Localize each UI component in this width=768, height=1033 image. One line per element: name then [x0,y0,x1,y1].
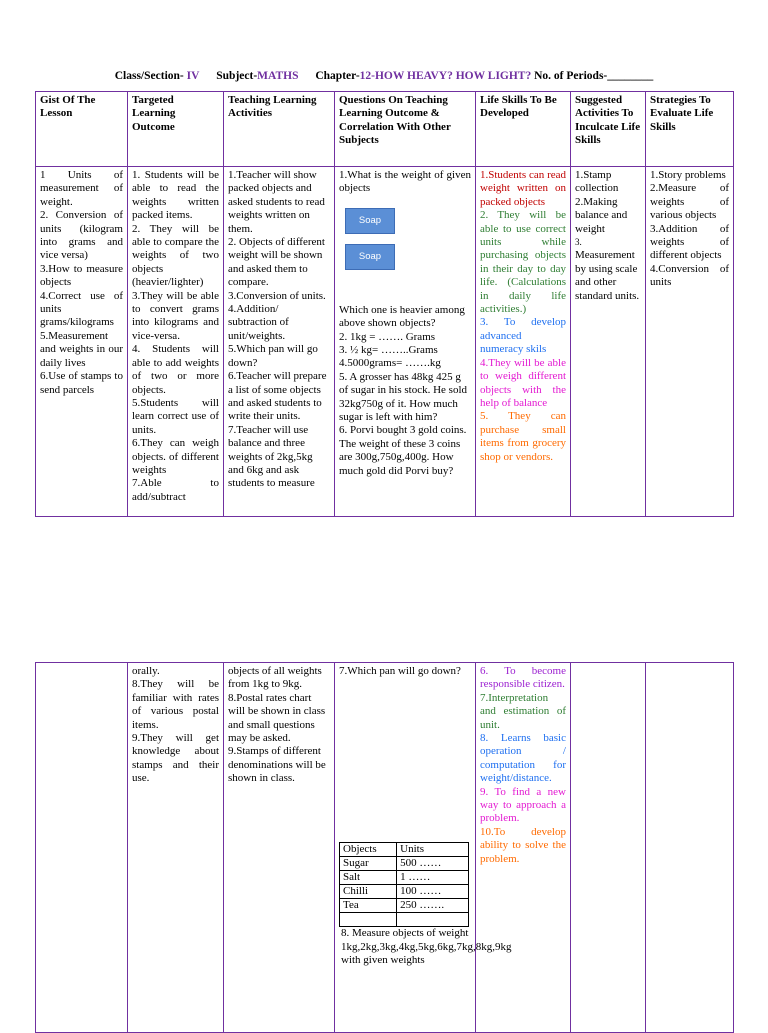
lifeskill-item: 9. To find a new way to approach a problem. [480,785,566,825]
question-item: 3. ½ kg= ……..Grams [339,344,438,357]
activity-item: 8.Postal rates chart will be shown in class and small questions may be asked. [228,691,326,745]
subject-value: MATHS [257,70,299,82]
activity-item: 2. Objects of different weight will be shown and asked them to compare. [228,236,325,289]
gist-item: 3.How to measure objects [40,262,123,289]
activity-item: 3.Conversion of units. [228,289,326,302]
question-item: 4.5000grams= …….kg [339,357,441,370]
col-suggested-header: Suggested Activities To Inculcate Life Skills [571,92,646,167]
lifeskill-item: 2. They will be able to use correct units while purchasing objects in their day to day life. (Calculations in daily life activities.) [480,209,566,316]
lifeskill-item: 8. Learns basic operation / computation for weight/distance. [480,732,566,785]
col-gist-header: Gist Of The Lesson [36,92,128,167]
suggested-item: Measurement by using scale and other standard units. [575,249,640,302]
units-table-row [340,885,469,899]
activity-item: 9.Stamps of different denominations will be shown in class. [228,745,326,785]
gist-item: 5.Measurement and weights in our daily lives [40,329,123,369]
activity-item: 5.Which pan will go down? [228,343,318,369]
question-item: 1.What is the weight of given objects [339,169,471,195]
units-table-cell: 100 …… [397,885,469,899]
col-questions-header: Questions On Teaching Learning Outcome & Correlation With Other Subjects [335,92,476,167]
units-table-header [340,843,469,857]
suggested-item: 1.Stamp collection [575,169,619,195]
gist-cell [36,167,128,517]
units-table-cell: Sugar [340,857,397,871]
gist-item: 2. Conversion of units (kilogram into grams and vice versa) [40,209,123,262]
outcome-item: 6.They can weigh objects. of different weights [132,437,219,476]
lifeskill-item: 10.To develop ability to solve the problem. [480,825,566,865]
units-table-row [340,913,469,927]
units-table-row [340,871,469,885]
lesson-plan-table-continued [35,662,734,1033]
units-table-cell: Units [397,843,469,857]
units-table-cell [340,913,397,927]
units-table-cell: Chilli [340,885,397,899]
outcome-item: 7.Able to add/subtract [132,477,219,503]
activity-item: 4.Addition/ subtraction of unit/weights. [228,303,289,342]
soap-box-2: Soap [345,244,395,270]
outcome-item: 2. They will be able to compare the weights of two objects (heavier/lighter) [132,222,219,289]
outcome-item: 3.They will be able to convert grams into kilograms and vice-versa. [132,289,219,342]
units-table-cell: Tea [340,899,397,913]
strategy-item: 2.Measure of weights of various objects [650,182,729,222]
activities-cell [224,167,335,517]
lesson-plan-table [35,91,734,517]
strategy-item: 1.Story problems [650,169,726,181]
outcome-item: 1. Students will be able to read the weights written packed items. [132,169,219,222]
question-item: 7.Which pan will go down? [339,665,461,677]
units-table-cell: Objects [340,843,397,857]
document-header [0,70,768,82]
questions-cell [335,167,476,517]
activity-item: 7.Teacher will use balance and three weights of 2kg,5kg and 6kg and ask students to measure [228,423,315,490]
header-row [36,92,734,167]
gist-item: 6.Use of stamps to send parcels [40,370,123,396]
activity-item: 6.Teacher will prepare a list of some objects and asked students to write their units. [228,370,327,423]
question-item: 6. Porvi bought 3 gold coins. The weight of these 3 coins are 300g,750g,400g. How much gold did Porvi buy? [339,424,467,477]
question-item: 5. A grosser has 48kg 425 g of sugar in his stock. He sold 32kg750g of it. How much sugar is left with him? [339,370,468,424]
lifeskill-item: 7.Interpretation and estimation of unit. [480,691,566,731]
units-table-row [340,899,469,913]
lifeskill-item: 4.They will be able to weigh different objects with the help of balance [480,356,566,409]
outcome-item: 5.Students will learn correct use of units. [132,396,219,436]
question-item: 8. Measure objects of weight 1kg,2kg,3kg,4kg,5kg,6kg,7kg,8kg,9kg with given weights [341,927,512,967]
outcome-cell [128,167,224,517]
col-strategies-header: Strategies To Evaluate Life Skills [646,92,734,167]
lifeskills-cell-continued [476,663,571,1033]
outcome-item: 9.They will get knowledge about stamps and their use. [132,732,219,785]
units-table-cell: 1 …… [397,871,469,885]
units-table-cell: Salt [340,871,397,885]
units-table-cell [397,913,469,927]
suggested-cell [571,167,646,517]
activities-cell-continued [224,663,335,1033]
suggested-item: 2.Making balance and weight [575,195,628,235]
outcome-item: 4. Students will able to add weights of two or more objects. [132,343,219,396]
gist-cell-continued [36,663,128,1033]
content-row [36,167,734,517]
questions-cell-continued [335,663,512,1033]
activity-item: 1.Teacher will show packed objects and asked students to read weights written on them. [228,169,325,235]
periods-label: No. of Periods-________ [534,70,654,82]
col-outcome-header: Targeted Learning Outcome [128,92,224,167]
question-item: Which one is heavier among above shown objects? [339,303,465,330]
strategies-cell-continued [646,663,734,1033]
units-table [339,842,469,927]
outcome-item: orally. [132,665,160,677]
lifeskill-item: 5. They can purchase small items from grocery shop or vendors. [480,410,566,463]
gist-item: 4.Correct use of units grams/kilograms [40,289,123,329]
chapter-value: 12-HOW HEAVY? HOW LIGHT? [359,70,532,82]
subject-label: Subject- [216,70,258,82]
activity-item: objects of all weights from 1kg to 9kg. [228,665,322,691]
lifeskill-item: 1.Students can read weight written on packed objects [480,169,566,208]
content-row-continued [36,663,734,1033]
class-value: IV [186,70,200,82]
suggested-cell-continued [571,663,646,1033]
col-lifeskills-header: Life Skills To Be Developed [476,92,571,167]
units-table-cell: 250 ……. [397,899,469,913]
chapter-label: Chapter- [315,70,360,82]
strategies-cell [646,167,734,517]
lifeskill-item: 3. To develop advanced numeracy skils [480,316,566,356]
lifeskills-cell [476,167,571,517]
strategy-item: 3.Addition of weights of different objects [650,222,729,262]
question-item: 2. 1kg = ……. Grams [339,330,436,343]
col-activities-header: Teaching Learning Activities [224,92,335,167]
outcome-item: 8.They will be familiar with rates of various postal items. [132,678,219,731]
lifeskill-item: 6. To become responsible citizen. [480,665,566,691]
units-table-cell: 500 …… [397,857,469,871]
gist-item: 1 Units of measurement of weight. [40,169,123,208]
suggested-item: 3. [575,237,582,248]
units-table-row [340,857,469,871]
outcome-cell-continued [128,663,224,1033]
soap-box-1: Soap [345,208,395,234]
strategy-item: 4.Conversion of units [650,262,729,289]
class-label: Class/Section- [114,70,184,82]
